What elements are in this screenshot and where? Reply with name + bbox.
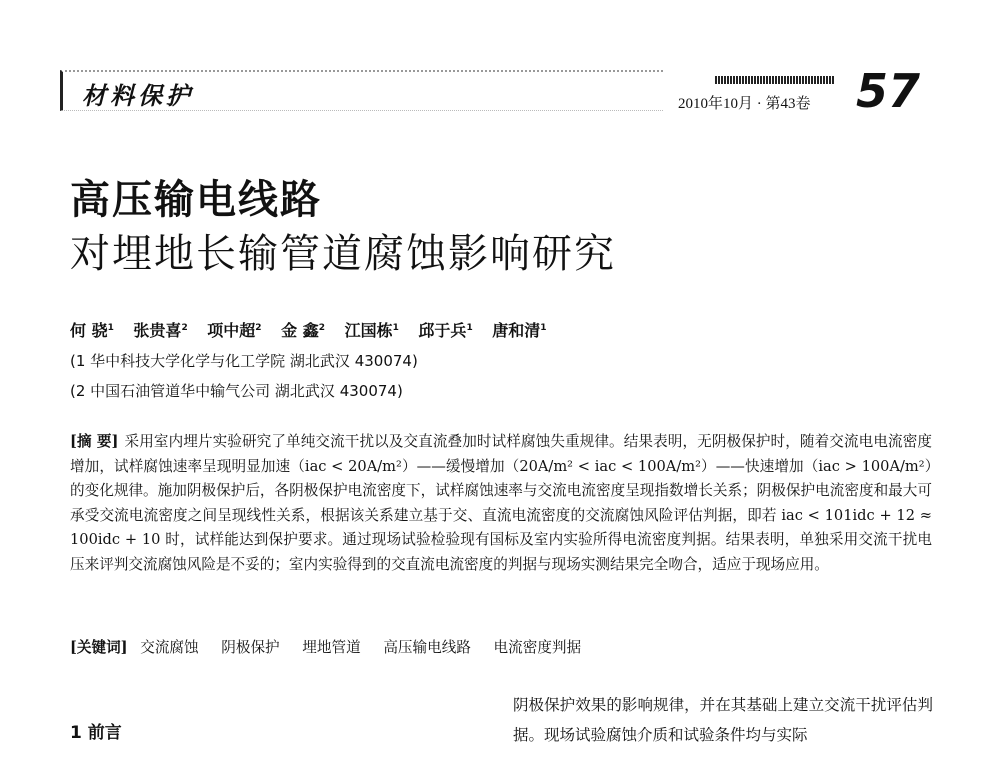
right-column-text: 阴极保护效果的影响规律，并在其基础上建立交流干扰评估判据。现场试验腐蚀介质和试验条件均与实际 [513,696,933,744]
title-line-1: 高压输电线路 [70,177,322,223]
keyword: 电流密度判据 [493,639,582,656]
author: 唐和清$^1$ [492,321,547,340]
abstract [70,430,932,578]
author: 何 骁$^1$ [70,321,114,340]
keyword: 埋地管道 [302,639,361,656]
header-decorative-bar [715,76,835,84]
abstract-text: 采用室内埋片实验研究了单纯交流干扰以及交直流叠加时试样腐蚀失重规律。结果表明，无阴极保护时，随着交流电电流密度增加，试样腐蚀速率呈现明显加速（iac < 20A/m²）——缓慢增加（20A/m² < iac < 100A/m²）——快速增加（iac > 100A/m²）的变化规律。施加阴极保护后，各阴极保护电流密度下，试样腐蚀速率与交流电流密度呈现指数增长关系；阴极保护电流密度和最大可承受交流电流密度之间呈现线性关系，根据该关系建立基于交、直流电流密度的交流腐蚀风险评估判据，即若 iac < 101idc + 12 ≈ 100idc + 10 时，试样能达到保护要求。通过现场试验检验现有国标及室内实验所得电流密度判据。结果表明，单独采用交流干扰电压来评判交流腐蚀风险是不妥的；室内实验得到的交直流电流密度的判据与现场实测结果完全吻合，适应于现场应用。 [70,433,932,573]
journal-logo: 材料保护 [82,82,194,110]
keyword: 高压输电线路 [383,639,471,656]
section-heading: 1 前言 [70,723,122,743]
running-header [60,60,921,118]
page-number: 57 [856,64,921,118]
affiliation-1: (1 华中科技大学化学与化工学院 湖北武汉 430074) [70,352,418,370]
issue-info: 2010年10月 · 第43卷 [678,96,811,112]
affiliation-2: (2 中国石油管道华中输气公司 湖北武汉 430074) [70,382,403,400]
author: 金 鑫$^2$ [281,321,325,340]
title-line-2: 对埋地长输管道腐蚀影响研究 [70,231,616,277]
keyword: 阴极保护 [221,639,280,656]
author: 邱于兵$^1$ [418,321,473,340]
author-list [70,318,561,341]
keywords [70,636,599,657]
author: 项中超$^2$ [207,321,262,340]
author: 江国栋$^1$ [344,321,399,340]
author: 张贵喜$^2$ [133,321,188,340]
keyword: 交流腐蚀 [140,639,199,656]
abstract-label: [摘 要] [70,433,119,450]
keywords-label: [关键词] [70,639,128,656]
